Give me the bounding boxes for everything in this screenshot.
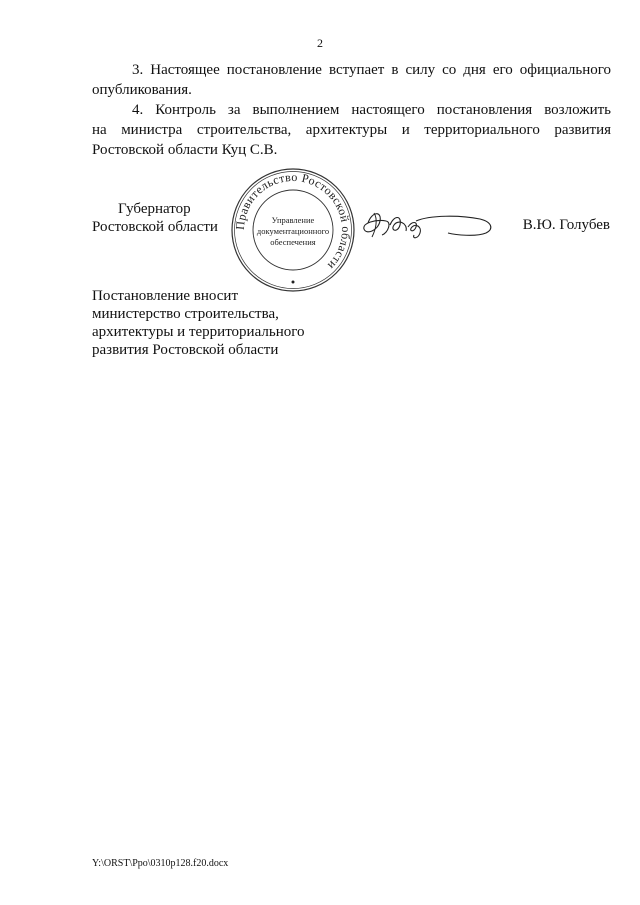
signatory-name: В.Ю. Голубев xyxy=(522,217,610,233)
official-seal xyxy=(230,167,356,293)
paragraph-4-line-1: 4. Контроль за выполнением настоящего постановления возложить xyxy=(132,102,611,118)
seal-dot-icon xyxy=(292,281,295,284)
file-path: Y:\ORST\Ppo\0310p128.f20.docx xyxy=(92,858,229,869)
seal-ring-text: Правительство Ростовской области xyxy=(232,169,354,273)
seal-center-line-2: документационного xyxy=(256,226,330,236)
paragraph-3-line-1: 3. Настоящее постановление вступает в силу со дня его официального xyxy=(132,62,611,78)
paragraph-4-line-2: на министра строительства, архитектуры и территориального развития xyxy=(92,122,611,138)
seal-center-line-3: обеспечения xyxy=(270,237,316,247)
paragraph-4-line-3: Ростовской области Куц С.В. xyxy=(92,142,278,158)
submission-note xyxy=(92,287,305,359)
signatory-title xyxy=(92,200,218,236)
submission-note-line-2: министерство строительства, xyxy=(92,306,279,322)
signatory-title-line-1: Губернатор xyxy=(118,201,191,217)
page-number: 2 xyxy=(317,36,323,50)
paragraph-3 xyxy=(92,60,611,100)
paragraph-3-line-2: опубликования. xyxy=(92,82,192,98)
submission-note-line-4: развития Ростовской области xyxy=(92,342,279,358)
signatory-title-line-2: Ростовской области xyxy=(92,219,218,235)
handwritten-signature xyxy=(360,205,495,245)
submission-note-line-1: Постановление вносит xyxy=(92,288,239,304)
paragraph-4 xyxy=(92,100,611,160)
seal-center-line-1: Управление xyxy=(271,215,315,225)
submission-note-line-3: архитектуры и территориального xyxy=(92,324,305,340)
